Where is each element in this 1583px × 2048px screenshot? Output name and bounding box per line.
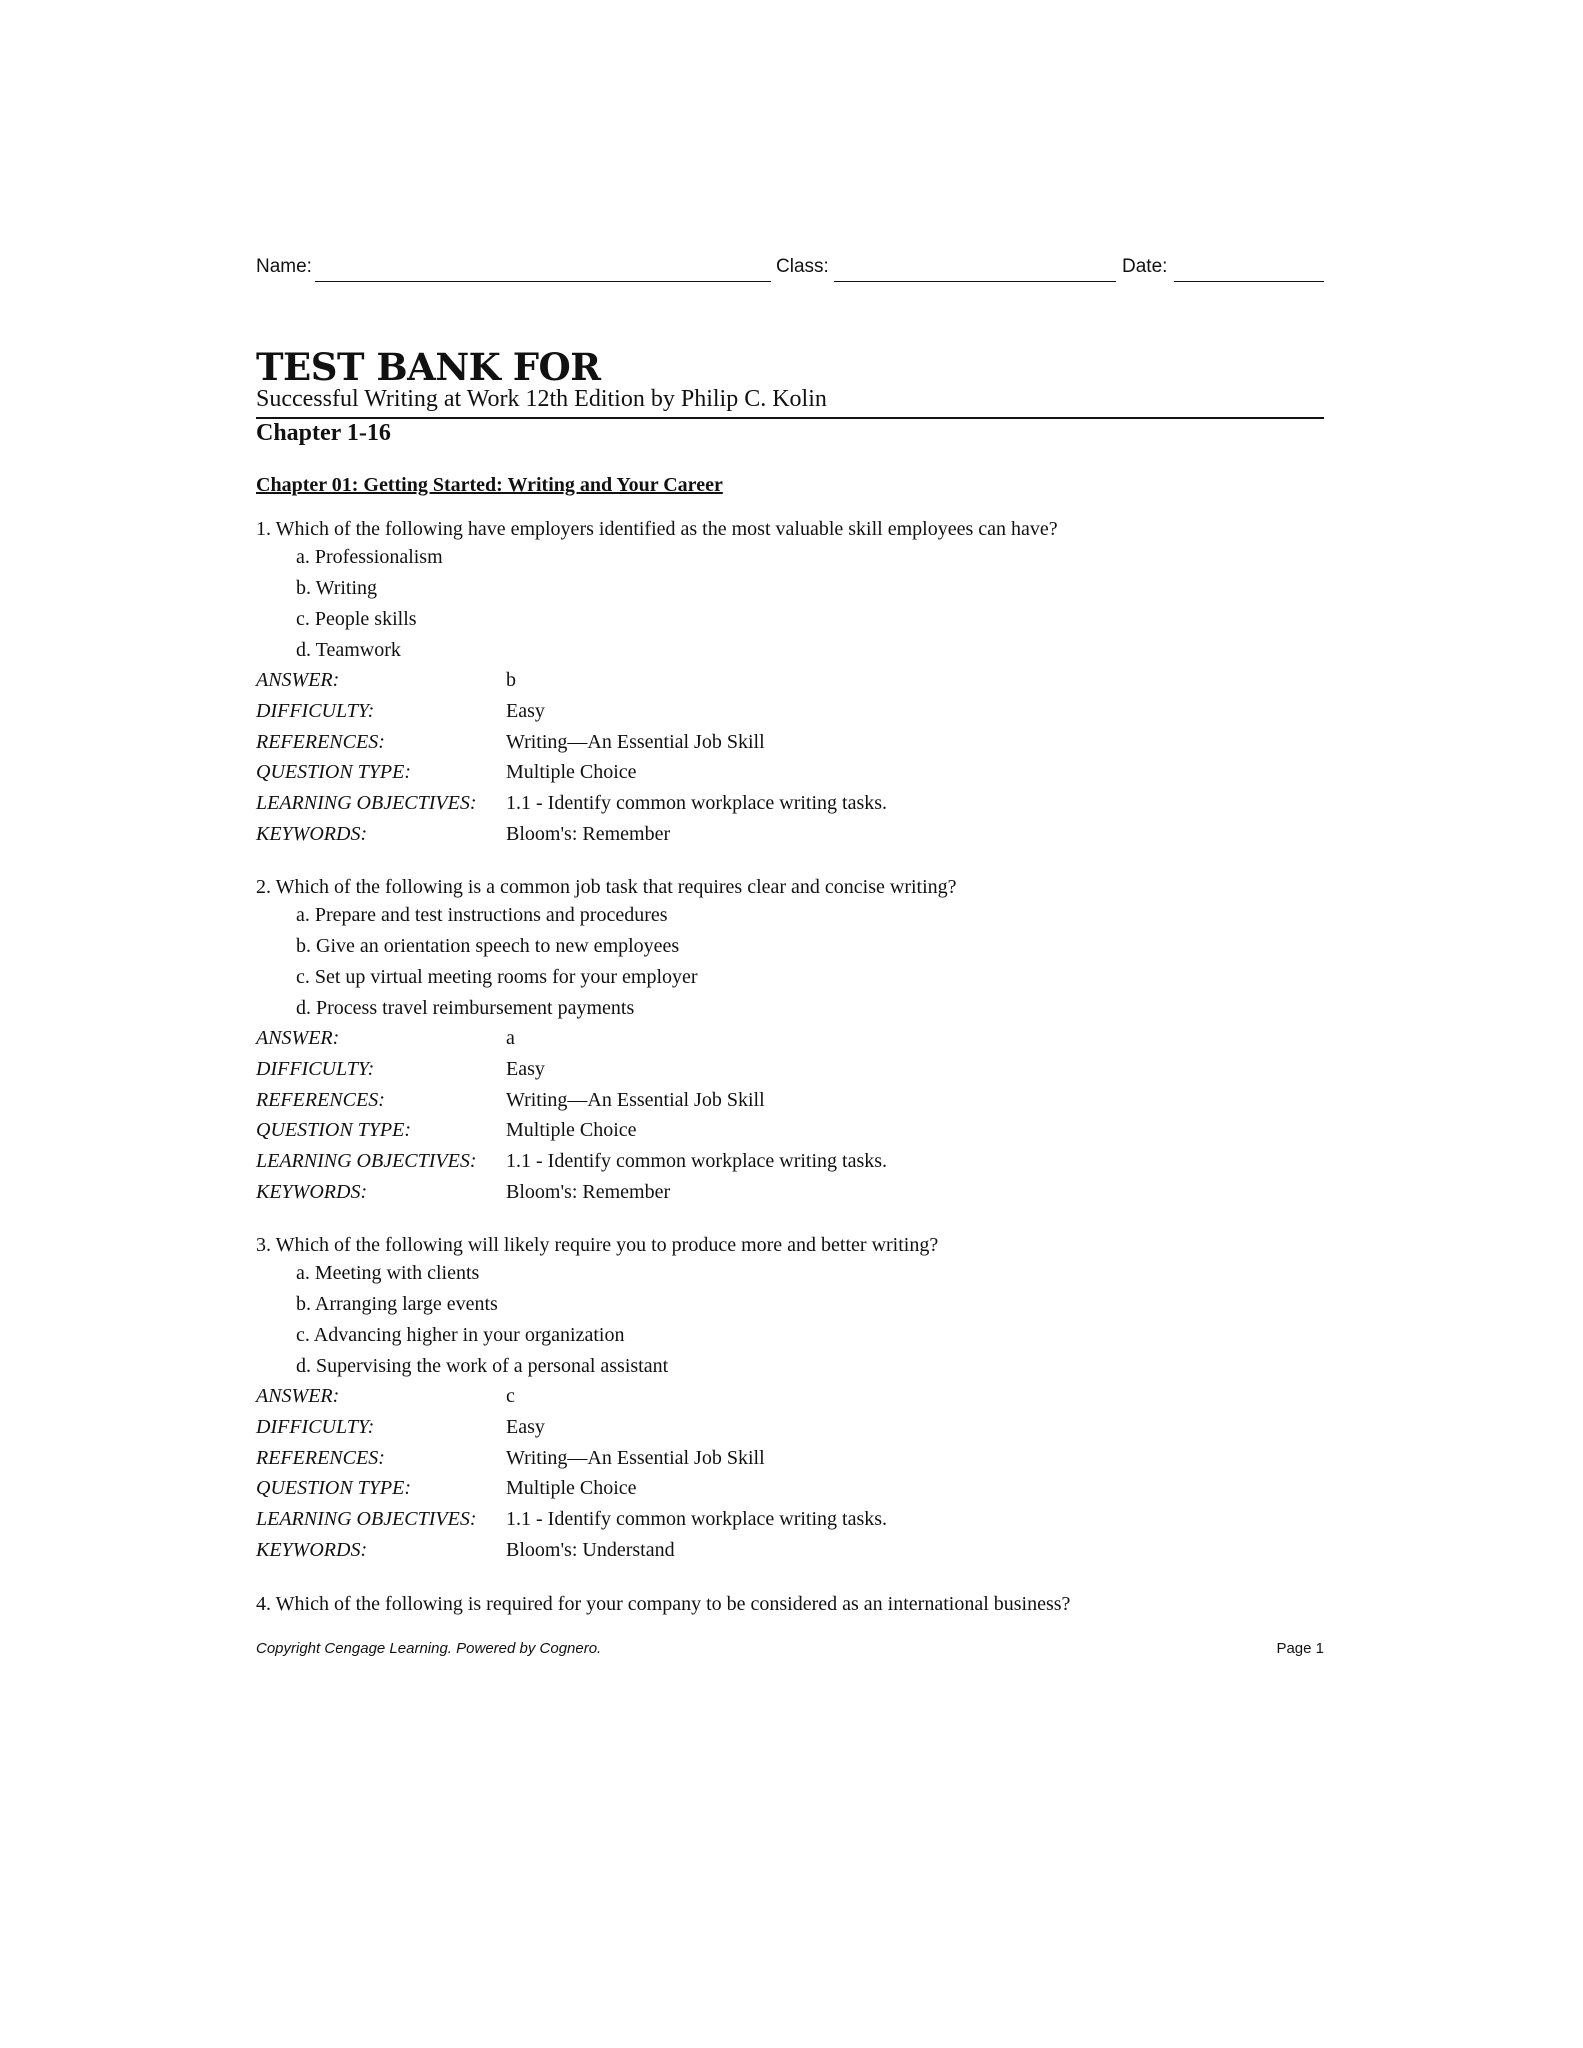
student-info-line	[256, 256, 1324, 284]
chapter-heading: Chapter 01: Getting Started: Writing and Your Career	[256, 474, 723, 496]
question-stem: 3. Which of the following will likely require you to produce more and better writing?	[256, 1234, 939, 1256]
difficulty-value: Easy	[506, 1058, 545, 1080]
copyright-footer: Copyright Cengage Learning. Powered by Cognero.	[256, 1640, 602, 1657]
question-option: d. Process travel reimbursement payments	[296, 997, 635, 1019]
question-option: c. People skills	[296, 608, 417, 630]
question-option: c. Advancing higher in your organization	[296, 1324, 625, 1346]
learning-objectives-label: LEARNING OBJECTIVES:	[256, 1150, 477, 1172]
keywords-label: KEYWORDS:	[256, 823, 368, 845]
question-stem: 1. Which of the following have employers identified as the most valuable skill employees can have?	[256, 518, 1058, 540]
page-number: Page 1	[1276, 1640, 1324, 1657]
answer-label: ANSWER:	[256, 669, 340, 691]
references-label: REFERENCES:	[256, 1089, 385, 1111]
learning-objectives-label: LEARNING OBJECTIVES:	[256, 792, 477, 814]
question-stem: 4. Which of the following is required for your company to be considered as an international business?	[256, 1593, 1071, 1615]
learning-objectives-value: 1.1 - Identify common workplace writing tasks.	[506, 792, 888, 814]
chapter-range: Chapter 1-16	[256, 420, 391, 446]
question-type-label: QUESTION TYPE:	[256, 1119, 412, 1141]
date-blank	[1174, 281, 1324, 282]
keywords-label: KEYWORDS:	[256, 1181, 368, 1203]
name-blank	[315, 281, 771, 282]
question-type-label: QUESTION TYPE:	[256, 761, 412, 783]
references-label: REFERENCES:	[256, 731, 385, 753]
difficulty-label: DIFFICULTY:	[256, 700, 375, 722]
question-option: a. Professionalism	[296, 546, 443, 568]
name-label: Name:	[256, 256, 312, 277]
class-label: Class:	[776, 256, 829, 277]
difficulty-label: DIFFICULTY:	[256, 1416, 375, 1438]
keywords-value: Bloom's: Remember	[506, 823, 671, 845]
references-label: REFERENCES:	[256, 1447, 385, 1469]
question-type-value: Multiple Choice	[506, 1119, 637, 1141]
difficulty-value: Easy	[506, 1416, 545, 1438]
references-value: Writing—An Essential Job Skill	[506, 1447, 765, 1469]
question-stem: 2. Which of the following is a common job task that requires clear and concise writing?	[256, 876, 957, 898]
question-option: b. Writing	[296, 577, 378, 599]
learning-objectives-label: LEARNING OBJECTIVES:	[256, 1508, 477, 1530]
answer-value: b	[506, 669, 516, 691]
keywords-value: Bloom's: Understand	[506, 1539, 675, 1561]
question-type-value: Multiple Choice	[506, 761, 637, 783]
question-type-value: Multiple Choice	[506, 1477, 637, 1499]
question-option: a. Meeting with clients	[296, 1262, 480, 1284]
class-blank	[834, 281, 1116, 282]
learning-objectives-value: 1.1 - Identify common workplace writing tasks.	[506, 1150, 888, 1172]
answer-value: a	[506, 1027, 515, 1049]
question-type-label: QUESTION TYPE:	[256, 1477, 412, 1499]
book-subtitle: Successful Writing at Work 12th Edition by Philip C. Kolin	[256, 386, 827, 412]
question-option: b. Arranging large events	[296, 1293, 498, 1315]
references-value: Writing—An Essential Job Skill	[506, 1089, 765, 1111]
question-option: d. Supervising the work of a personal assistant	[296, 1355, 669, 1377]
answer-label: ANSWER:	[256, 1385, 340, 1407]
learning-objectives-value: 1.1 - Identify common workplace writing tasks.	[506, 1508, 888, 1530]
question-option: a. Prepare and test instructions and procedures	[296, 904, 668, 926]
date-label: Date:	[1122, 256, 1168, 277]
question-option: c. Set up virtual meeting rooms for your employer	[296, 966, 698, 988]
keywords-label: KEYWORDS:	[256, 1539, 368, 1561]
references-value: Writing—An Essential Job Skill	[506, 731, 765, 753]
difficulty-value: Easy	[506, 700, 545, 722]
difficulty-label: DIFFICULTY:	[256, 1058, 375, 1080]
question-option: b. Give an orientation speech to new employees	[296, 935, 680, 957]
answer-value: c	[506, 1385, 515, 1407]
keywords-value: Bloom's: Remember	[506, 1181, 671, 1203]
page-title: TEST BANK FOR	[256, 345, 601, 389]
answer-label: ANSWER:	[256, 1027, 340, 1049]
title-rule	[256, 417, 1324, 419]
question-option: d. Teamwork	[296, 639, 401, 661]
